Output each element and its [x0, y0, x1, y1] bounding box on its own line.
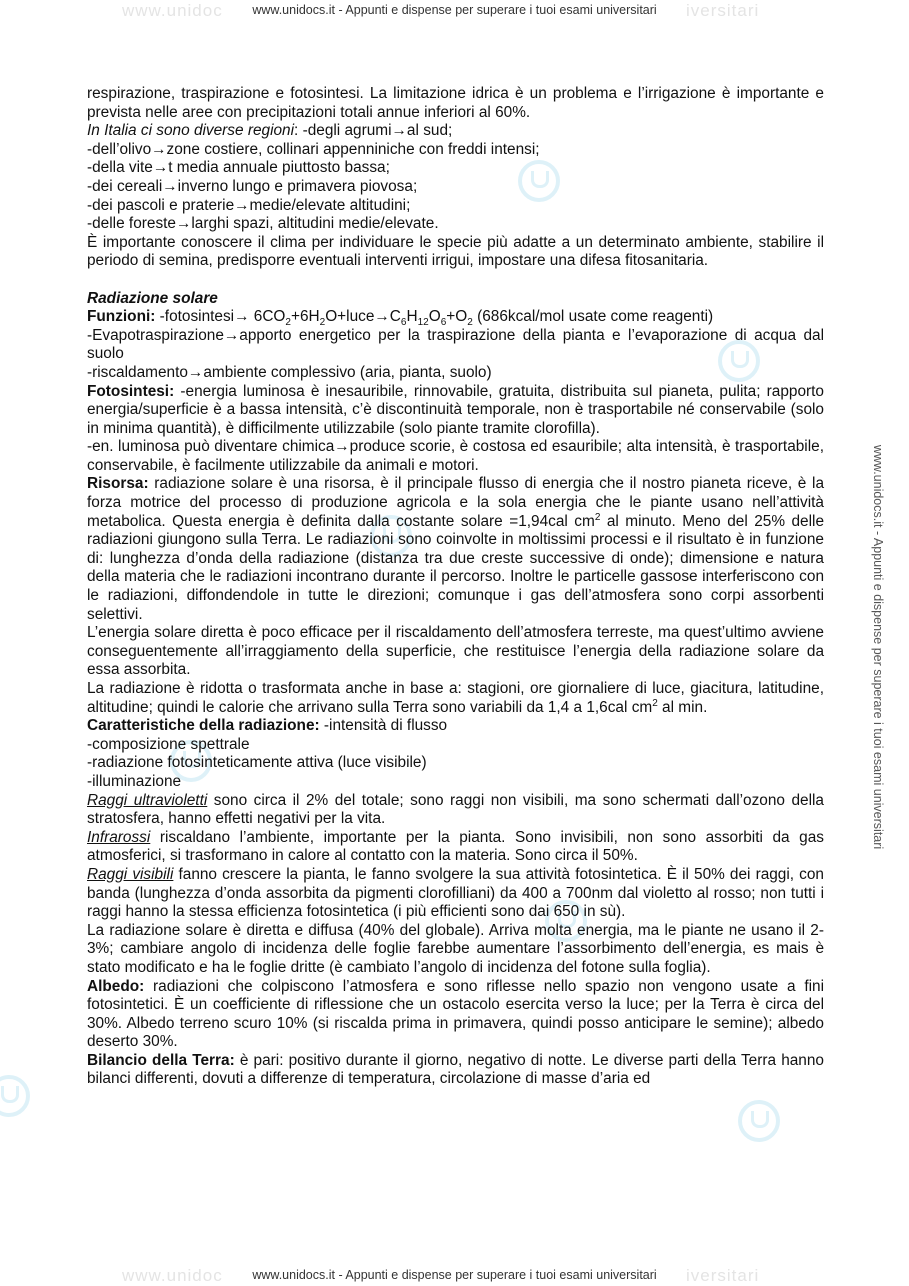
list-line: -delle foreste→larghi spazi, altitudini medie/elevate.: [87, 215, 439, 233]
document-body: [87, 85, 824, 1089]
paragraph: Funzioni: -fotosintesi→ $6CO_2+6H_2O+luce\to C_6H_{12}O_6+O_2$ (686kcal/mol usate come reagenti): [87, 308, 714, 329]
footer-ghost-left: www.unidoc: [122, 1266, 223, 1285]
list-line: -dei pascoli e praterie→medie/elevate altitudini;: [87, 196, 411, 214]
header-banner-text: www.unidocs.it - Appunti e dispense per superare i tuoi esami universitari: [252, 3, 657, 17]
paragraph: Bilancio della Terra: è pari: positivo durante il giorno, negativo di notte. Le diverse parti della Terra hanno bilanci differenti, dovuti a differenze di temperatura, circolazione di masse d’aria ed: [87, 1051, 824, 1088]
paragraph: Raggi visibili fanno crescere la pianta, le fanno svolgere la sua attività fotosintetica. È il 50% dei raggi, con banda (lunghezza d’onda assorbita da pigmenti clorofilliani) da 400 a 700nm dal violetto al rosso; non tutti i raggi hanno la stessa efficienza fotosintetica (i più efficienti sono dai 650 in sù).: [87, 865, 824, 921]
list-line: -dei cereali→inverno lungo e primavera piovosa;: [87, 177, 418, 195]
footer-banner-text: www.unidocs.it - Appunti e dispense per superare i tuoi esami universitari: [252, 1268, 657, 1282]
unidocs-logo-icon: [0, 1075, 30, 1117]
list-line: -dell’olivo→zone costiere, collinari appenniniche con freddi intensi;: [87, 140, 540, 158]
paragraph: In Italia ci sono diverse regioni: -degli agrumi→al sud;: [87, 122, 453, 140]
paragraph: La radiazione solare è diretta e diffusa (40% del globale). Arriva molta energia, ma le piante ne usano il 2-3%; cambiare angolo di incidenza delle foglie farebbe aumentare l’assorbimento dell’energia, es mais è stato modificato e ha le foglie dritte (è cambiato l’angolo di incidenza del fotone sulla foglia).: [87, 921, 824, 976]
italic-lead: In Italia ci sono diverse regioni: [87, 122, 295, 140]
footer-banner: [0, 1266, 909, 1285]
unidocs-logo-icon: [738, 1100, 780, 1142]
paragraph: Risorsa: radiazione solare è una risorsa, è il principale flusso di energia che il nostro pianeta riceve, è la forza motrice del processo di produzione agricola e la sola energia che le piante usano nell’attività metabolica. Questa energia è definita dalla costante solare =1,94cal $cm^2$ al minuto. Meno del 25% delle radiazioni giungono sulla Terra. Le radiazioni sono coinvolte in moltissimi processi e il risultato è in funzione di: lunghezza d’onda della radiazione (distanza tra due creste successive di onde); dimensione e natura della materia che le radiazioni incontrano durante il percorso. Inoltre le particelle gassose interferiscono con le radiazioni, diffondendole in tutte le direzioni; comunque i gas dell’atmosfera sono corpi assorbenti selettivi.: [87, 475, 825, 623]
section-heading: Radiazione solare: [87, 289, 218, 307]
list-line: -Evapotraspirazione→apporto energetico per la traspirazione della pianta e l’evaporazione di acqua dal suolo: [87, 326, 824, 363]
paragraph: È importante conoscere il clima per individuare le specie più adatte a un determinato ambiente, stabilire il periodo di semina, predisporre eventuali interventi irrigui, impostare una difesa fitosanitaria.: [87, 233, 824, 270]
list-line: -composizione spettrale: [87, 735, 250, 753]
footer-ghost-right: iversitari: [686, 1266, 760, 1285]
paragraph: Caratteristiche della radiazione: -intensità di flusso: [87, 717, 448, 735]
paragraph: Infrarossi riscaldano l’ambiente, importante per la pianta. Sono invisibili, non sono assorbiti da gas atmosferici, si trasformano in calore al contatto con la materia. Sono circa il 50%.: [87, 828, 824, 865]
header-ghost-right: iversitari: [686, 1, 760, 20]
paragraph: La radiazione è ridotta o trasformata anche in base a: stagioni, ore giornaliere di luce, giacitura, latitudine, altitudine; quindi le calorie che arrivano sulla Terra sono variabili da 1,4 a 1,6cal $cm^2$ al min.: [87, 680, 824, 716]
header-banner: [0, 1, 909, 20]
list-line: -illuminazione: [87, 772, 182, 790]
list-line: -riscaldamento→ambiente complessivo (aria, pianta, suolo): [87, 363, 492, 381]
paragraph: Albedo: radiazioni che colpiscono l’atmosfera e sono riflesse nello spazio non vengono usate a fini fotosintetici. È un coefficiente di riflessione che un ostacolo esercita verso la luce; per la Terra è circa del 30%. Albedo terreno scuro 10% (si riscalda prima in primavera, quindi posso anticipare le semine); albedo deserto 30%.: [87, 977, 824, 1051]
paragraph: Fotosintesi: -energia luminosa è inesauribile, rinnovabile, gratuita, distribuita sul pianeta, pulita; rapporto energia/superficie è a bassa intensità, c’è discontinuità temporale, non è trasportabile né conservabile (solo in minima quantità), è difficilmente utilizzabile (solo piante tramite clorofilla).: [87, 382, 824, 437]
paragraph: L’energia solare diretta è poco efficace per il riscaldamento dell’atmosfera terreste, ma quest’ultimo avviene conseguentemente all’irraggiamento della superficie, che restituisce l’energia della radiazione solare da essa assorbita.: [87, 624, 824, 679]
side-watermark-right: www.unidocs.it - Appunti e dispense per superare i tuoi esami universitari: [871, 444, 886, 850]
paragraph: respirazione, traspirazione e fotosintesi. La limitazione idrica è un problema e l’irrigazione è importante e prevista nelle aree con precipitazioni totali annue inferiori al 60%.: [87, 85, 824, 121]
header-ghost-left: www.unidoc: [122, 1, 223, 20]
paragraph: -en. luminosa può diventare chimica→produce scorie, è costosa ed esauribile; alta intensità, è trasportabile, conservabile, è facilmente utilizzabile da animali e motori.: [87, 438, 824, 474]
list-line: -radiazione fotosinteticamente attiva (luce visibile): [87, 754, 427, 772]
list-line: -della vite→t media annuale piuttosto bassa;: [87, 159, 390, 177]
paragraph: Raggi ultravioletti sono circa il 2% del totale; sono raggi non visibili, ma sono schermati dall’ozono della stratosfera, hanno effetti negativi per la vita.: [87, 791, 824, 828]
